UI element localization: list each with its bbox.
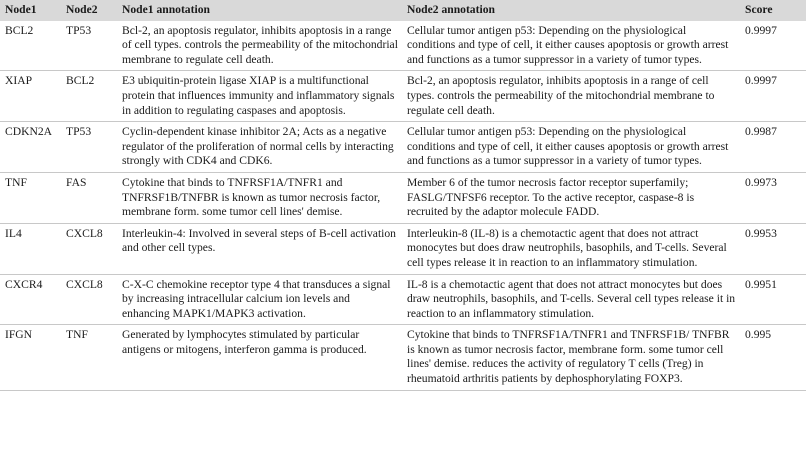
table-row: [0, 172, 806, 223]
score-cell: 0.9997: [745, 23, 777, 37]
node1-annotation-cell: Cyclin-dependent kinase inhibitor 2A; Acts as a negative regulator of the proliferation of normal cells by interacting strongly with CDK4 and CDK6.: [122, 125, 394, 168]
table-header-row: [0, 0, 806, 21]
header-score: Score: [745, 3, 773, 16]
score-cell: 0.9987: [745, 125, 777, 139]
node1-cell: IFGN: [5, 328, 33, 342]
node1-annotation-cell: Generated by lymphocytes stimulated by particular antigens or mitogens, interferon gamma is produced.: [122, 328, 367, 356]
score-cell: 0.9973: [745, 175, 777, 189]
node1-cell: IL4: [5, 226, 22, 240]
node2-cell: TNF: [66, 328, 88, 342]
node2-cell: TP53: [66, 125, 92, 139]
node2-annotation-cell: Cytokine that binds to TNFRSF1A/TNFR1 and TNFRSF1B/ TNFBR is known as tumor necrosis factor, membrane form. some tumor cell lines' demise. reduces the activity of regulatory T cells (Treg) in rheumatoid arthritis patients by dephosphorylating FOXP3.: [407, 328, 730, 386]
node1-annotation-cell: C-X-C chemokine receptor type 4 that transduces a signal by increasing intracellular calcium ion levels and enhancing MAPK1/MAPK3 activation.: [122, 277, 391, 320]
node1-annotation-cell: E3 ubiquitin-protein ligase XIAP is a multifunctional protein that influences immunity and inflammatory signals in addition to regulating caspases and apoptosis.: [122, 74, 395, 117]
table-row: [0, 274, 806, 325]
score-cell: 0.9997: [745, 74, 777, 88]
node1-cell: BCL2: [5, 23, 34, 37]
node2-cell: CXCL8: [66, 277, 103, 291]
node1-cell: TNF: [5, 175, 27, 189]
table-row: [0, 122, 806, 173]
table-row: [0, 325, 806, 390]
node2-annotation-cell: Member 6 of the tumor necrosis factor receptor superfamily; FASLG/TNFSF6 receptor. To the active receptor, caspase-8 is recruited by the adaptor molecule FADD.: [407, 175, 695, 219]
table-row: [0, 223, 806, 274]
node2-annotation-cell: IL-8 is a chemotactic agent that does not attract monocytes but does draw neutrophils, basophils, and T-cells. Several cell types release it in reaction to an inflammatory stimulation.: [407, 277, 736, 320]
header-node2: Node2: [66, 3, 98, 16]
node1-annotation-cell: Cytokine that binds to TNFRSF1A/TNFR1 and TNFRSF1B/TNFBR is known as tumor necrosis factor, membrane form. some tumor cell lines' demise.: [122, 175, 381, 219]
score-cell: 0.995: [745, 328, 772, 342]
node1-annotation-cell: Bcl-2, an apoptosis regulator, inhibits apoptosis in a range of cell types. controls the permeability of the mitochondrial membrane to regulate cell death.: [122, 23, 398, 66]
header-node2-annotation: Node2 annotation: [407, 3, 495, 16]
node2-annotation-cell: Bcl-2, an apoptosis regulator, inhibits apoptosis in a range of cell types. controls the permeability of the mitochondrial membrane to regulate cell death.: [407, 74, 715, 117]
node1-annotation-cell: Interleukin-4: Involved in several steps of B-cell activation and other cell types.: [122, 226, 396, 255]
node2-cell: FAS: [66, 175, 87, 189]
node2-cell: CXCL8: [66, 226, 103, 240]
node1-cell: CDKN2A: [5, 125, 53, 139]
node2-cell: TP53: [66, 23, 92, 37]
node1-cell: CXCR4: [5, 277, 43, 291]
node1-cell: XIAP: [5, 74, 33, 88]
node2-annotation-cell: Interleukin-8 (IL-8) is a chemotactic agent that does not attract monocytes but does draw neutrophils, basophils, and T-cells. Several cell types release it in reaction to an inflammatory stimulation.: [407, 226, 727, 269]
node2-cell: BCL2: [66, 74, 95, 88]
header-node1-annotation: Node1 annotation: [122, 3, 210, 16]
score-cell: 0.9951: [745, 277, 777, 291]
node2-annotation-cell: Cellular tumor antigen p53: Depending on the physiological conditions and type of cell, it either causes apoptosis or growth arrest and functions as a tumor suppressor in a variety of tumor types.: [407, 125, 729, 168]
header-node1: Node1: [5, 3, 37, 16]
table-row: [0, 71, 806, 122]
node2-annotation-cell: Cellular tumor antigen p53: Depending on the physiological conditions and type of cell, it either causes apoptosis or growth arrest and functions as a tumor suppressor in a variety of tumor types.: [407, 23, 729, 66]
score-cell: 0.9953: [745, 226, 777, 240]
table-row: [0, 21, 806, 71]
